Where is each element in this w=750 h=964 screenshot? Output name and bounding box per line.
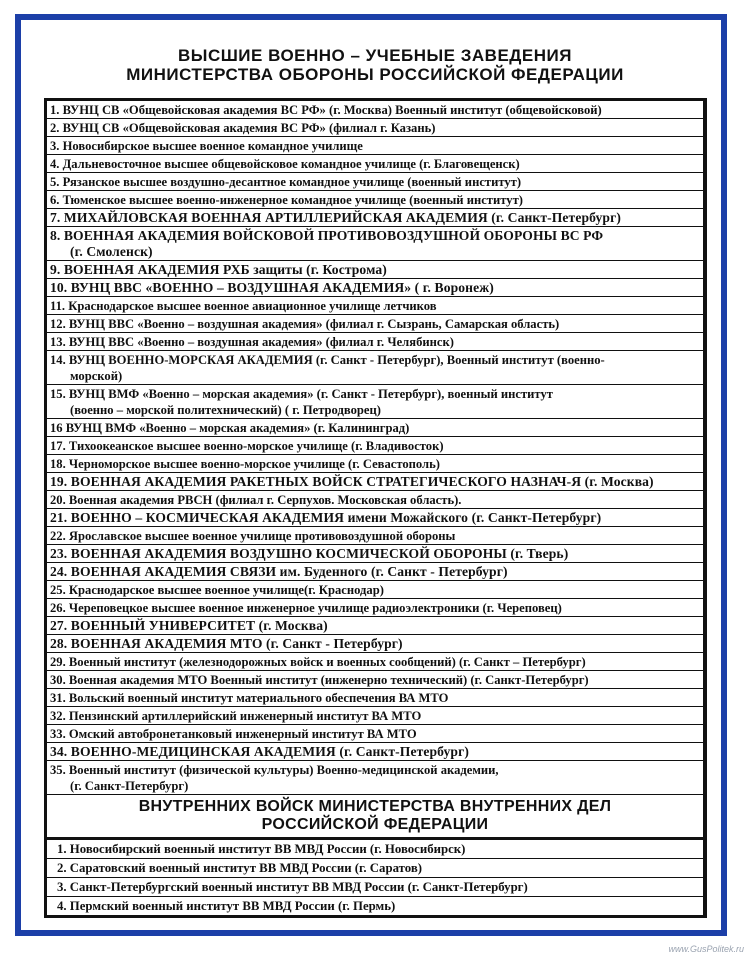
list-item-continuation: (г. Смоленск) bbox=[70, 244, 153, 259]
list-item bbox=[47, 351, 703, 385]
list-item bbox=[47, 725, 703, 743]
list-item-continuation: (г. Санкт-Петербург) bbox=[70, 779, 189, 793]
list-item-text: 31. Вольский военный институт материального обеспечения ВА МТО bbox=[50, 691, 449, 705]
mvd-section-header bbox=[47, 795, 703, 840]
list-item-text: 24. ВОЕННАЯ АКАДЕМИЯ СВЯЗИ им. Буденного (г. Санкт - Петербург) bbox=[50, 564, 508, 579]
list-item bbox=[47, 653, 703, 671]
list-item bbox=[47, 545, 703, 563]
list-item-text: 6. Тюменское высшее военно-инженерное командное училище (военный институт) bbox=[50, 193, 523, 207]
list-item-text: 10. ВУНЦ ВВС «ВОЕННО – ВОЗДУШНАЯ АКАДЕМИЯ» ( г. Воронеж) bbox=[50, 280, 494, 295]
list-item-text: 15. ВУНЦ ВМФ «Военно – морская академия» (г. Санкт - Петербург), военный институт bbox=[50, 387, 553, 401]
list-item bbox=[47, 509, 703, 527]
list-item bbox=[47, 840, 703, 859]
list-item bbox=[47, 191, 703, 209]
list-item bbox=[47, 155, 703, 173]
list-item bbox=[47, 743, 703, 761]
list-item bbox=[47, 527, 703, 545]
institutions-table bbox=[44, 98, 707, 918]
list-item-continuation: морской) bbox=[70, 369, 123, 383]
list-item bbox=[47, 137, 703, 155]
list-item-text: 34. ВОЕННО-МЕДИЦИНСКАЯ АКАДЕМИЯ (г. Санкт-Петербург) bbox=[50, 744, 469, 759]
mvd-list bbox=[47, 840, 703, 915]
list-item-text: 5. Рязанское высшее воздушно-десантное командное училище (военный институт) bbox=[50, 175, 522, 189]
list-item-text: 35. Военный институт (физической культуры) Военно-медицинской академии, bbox=[50, 763, 499, 777]
list-item bbox=[47, 473, 703, 491]
list-item bbox=[47, 671, 703, 689]
list-item bbox=[47, 227, 703, 261]
list-item bbox=[47, 635, 703, 653]
list-item-text: 4. Дальневосточное высшее общевойсковое командное училище (г. Благовещенск) bbox=[50, 157, 520, 171]
list-item-text: 21. ВОЕННО – КОСМИЧЕСКАЯ АКАДЕМИЯ имени Можайского (г. Санкт-Петербург) bbox=[50, 510, 602, 525]
list-item-text: 14. ВУНЦ ВОЕННО-МОРСКАЯ АКАДЕМИЯ (г. Санкт - Петербург), Военный институт (военно- bbox=[50, 353, 605, 367]
list-item bbox=[47, 897, 703, 915]
list-item bbox=[47, 859, 703, 878]
list-item bbox=[47, 455, 703, 473]
list-item bbox=[47, 617, 703, 635]
list-item-text: 13. ВУНЦ ВВС «Военно – воздушная академия» (филиал г. Челябинск) bbox=[50, 335, 454, 349]
mvd-header-line-1: ВНУТРЕННИХ ВОЙСК МИНИСТЕРСТВА ВНУТРЕННИХ ДЕЛ bbox=[138, 798, 612, 815]
list-item-text: 7. МИХАЙЛОВСКАЯ ВОЕННАЯ АРТИЛЛЕРИЙСКАЯ АКАДЕМИЯ (г. Санкт-Петербург) bbox=[50, 210, 621, 225]
list-item bbox=[47, 878, 703, 897]
list-item-text: 30. Военная академия МТО Военный институт (инженерно технический) (г. Санкт-Петербург) bbox=[50, 673, 589, 687]
list-item-text: 16 ВУНЦ ВМФ «Военно – морская академия» (г. Калининград) bbox=[50, 421, 410, 435]
list-item bbox=[47, 437, 703, 455]
title-line-1: ВЫСШИЕ ВОЕННО – УЧЕБНЫЕ ЗАВЕДЕНИЯ bbox=[178, 46, 572, 65]
list-item bbox=[47, 563, 703, 581]
list-item bbox=[47, 297, 703, 315]
list-item-continuation: (военно – морской политехнический) ( г. Петродворец) bbox=[70, 403, 381, 417]
list-item-text: 3. Санкт-Петербургский военный институт ВВ МВД России (г. Санкт-Петербург) bbox=[57, 880, 528, 894]
list-item-text: 2. Саратовский военный институт ВВ МВД России (г. Саратов) bbox=[57, 861, 423, 875]
mvd-header-line-2: РОССИЙСКОЙ ФЕДЕРАЦИИ bbox=[261, 816, 489, 833]
list-item bbox=[47, 101, 703, 119]
list-item bbox=[47, 707, 703, 725]
list-item-text: 23. ВОЕННАЯ АКАДЕМИЯ ВОЗДУШНО КОСМИЧЕСКОЙ ОБОРОНЫ (г. Тверь) bbox=[50, 546, 569, 561]
list-item-text: 9. ВОЕННАЯ АКАДЕМИЯ РХБ защиты (г. Кострома) bbox=[50, 262, 387, 277]
list-item-text: 25. Краснодарское высшее военное училище(г. Краснодар) bbox=[50, 583, 384, 597]
list-item bbox=[47, 385, 703, 419]
list-item-text: 4. Пермский военный институт ВВ МВД России (г. Пермь) bbox=[57, 899, 396, 913]
list-item bbox=[47, 689, 703, 707]
list-item-text: 32. Пензинский артиллерийский инженерный институт ВА МТО bbox=[50, 709, 422, 723]
mo-list bbox=[47, 101, 703, 795]
list-item-text: 1. ВУНЦ СВ «Общевойсковая академия ВС РФ» (г. Москва) Военный институт (общевойсковой) bbox=[50, 103, 602, 117]
list-item-text: 2. ВУНЦ СВ «Общевойсковая академия ВС РФ» (филиал г. Казань) bbox=[50, 121, 436, 135]
list-item-text: 29. Военный институт (железнодорожных войск и военных сообщений) (г. Санкт – Петербург) bbox=[50, 655, 586, 669]
list-item bbox=[47, 333, 703, 351]
list-item bbox=[47, 173, 703, 191]
title-line-2: МИНИСТЕРСТВА ОБОРОНЫ РОССИЙСКОЙ ФЕДЕРАЦИИ bbox=[126, 65, 624, 84]
list-item-text: 11. Краснодарское высшее военное авиационное училище летчиков bbox=[50, 299, 437, 313]
watermark: www.GusPolitek.ru bbox=[668, 944, 744, 954]
list-item-text: 18. Черноморское высшее военно-морское училище (г. Севастополь) bbox=[50, 457, 440, 471]
list-item-text: 19. ВОЕННАЯ АКАДЕМИЯ РАКЕТНЫХ ВОЙСК СТРАТЕГИЧЕСКОГО НАЗНАЧ-Я (г. Москва) bbox=[50, 474, 654, 489]
list-item-text: 22. Ярославское высшее военное училище противовоздушной обороны bbox=[50, 529, 456, 543]
list-item bbox=[47, 315, 703, 333]
list-item bbox=[47, 209, 703, 227]
list-item bbox=[47, 599, 703, 617]
list-item-text: 26. Череповецкое высшее военное инженерное училище радиоэлектроники (г. Череповец) bbox=[50, 601, 562, 615]
list-item-text: 17. Тихоокеанское высшее военно-морское училище (г. Владивосток) bbox=[50, 439, 444, 453]
list-item-text: 27. ВОЕННЫЙ УНИВЕРСИТЕТ (г. Москва) bbox=[50, 618, 328, 633]
list-item-text: 8. ВОЕННАЯ АКАДЕМИЯ ВОЙСКОВОЙ ПРОТИВОВОЗДУШНОЙ ОБОРОНЫ ВС РФ bbox=[50, 228, 604, 243]
list-item-text: 20. Военная академия РВСН (филиал г. Серпухов. Московская область). bbox=[50, 493, 462, 507]
list-item-text: 1. Новосибирский военный институт ВВ МВД России (г. Новосибирск) bbox=[57, 842, 466, 856]
list-item bbox=[47, 581, 703, 599]
list-item-text: 3. Новосибирское высшее военное командное училище bbox=[50, 139, 363, 153]
list-item bbox=[47, 119, 703, 137]
page-title bbox=[30, 46, 720, 84]
list-item bbox=[47, 491, 703, 509]
list-item-text: 12. ВУНЦ ВВС «Военно – воздушная академия» (филиал г. Сызрань, Самарская область) bbox=[50, 317, 560, 331]
list-item-text: 28. ВОЕННАЯ АКАДЕМИЯ МТО (г. Санкт - Петербург) bbox=[50, 636, 403, 651]
list-item bbox=[47, 761, 703, 795]
list-item-text: 33. Омский автобронетанковый инженерный институт ВА МТО bbox=[50, 727, 417, 741]
list-item bbox=[47, 279, 703, 297]
list-item bbox=[47, 419, 703, 437]
list-item bbox=[47, 261, 703, 279]
